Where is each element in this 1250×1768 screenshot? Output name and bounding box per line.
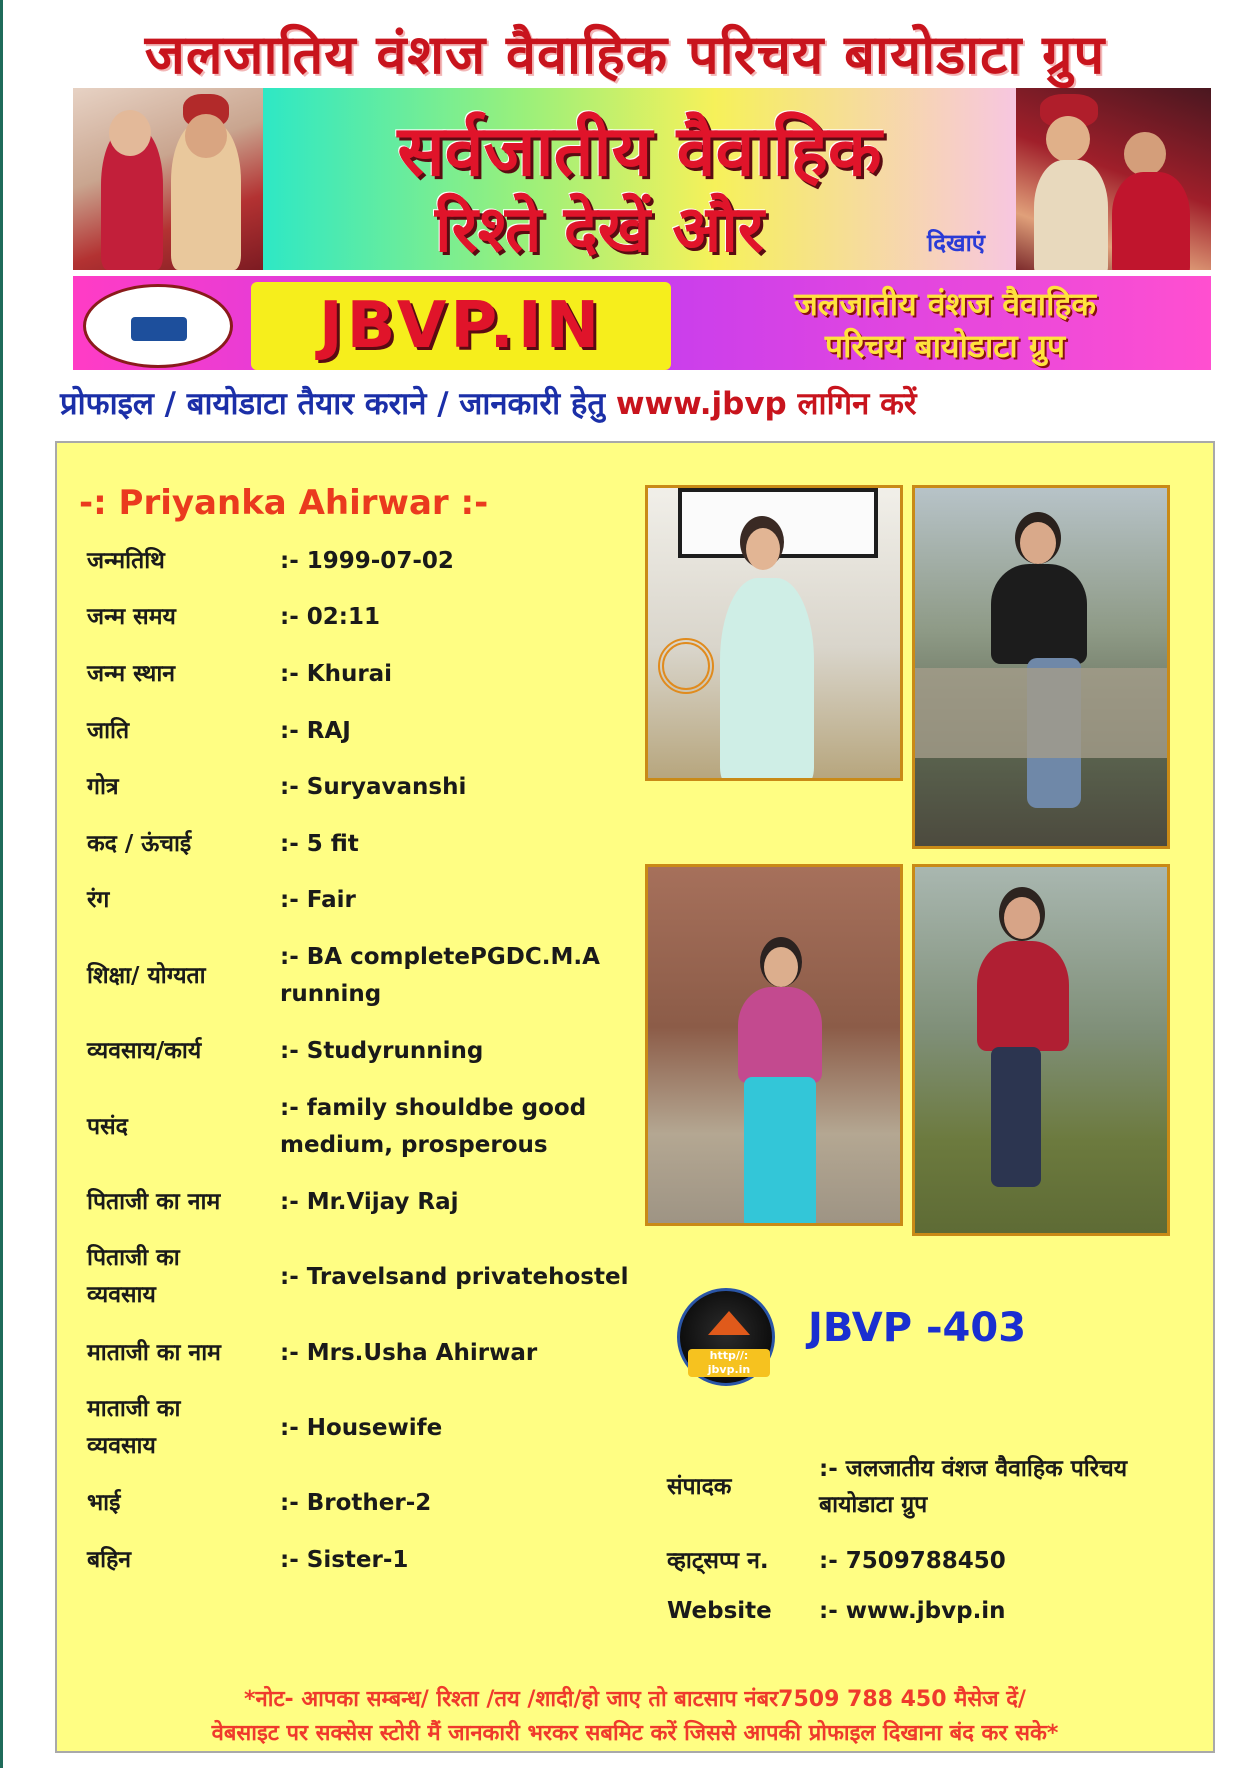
couple-photo-right [1016, 88, 1211, 278]
editor-value: :- 7509788450 [819, 1548, 1006, 1574]
detail-value: :- Sister-1 [280, 1547, 409, 1573]
biodata-card [55, 441, 1215, 1753]
profile-photo-3 [645, 864, 903, 1226]
profile-photo-4 [912, 864, 1170, 1236]
detail-label: माताजी का नाम [87, 1340, 221, 1366]
detail-label: रंग [87, 887, 110, 913]
header-banner [73, 88, 1211, 370]
detail-value: :- family shouldbe good medium, prosperous [280, 1095, 587, 1158]
detail-label: माताजी का व्यवसाय [87, 1396, 181, 1459]
detail-value: :- Khurai [280, 661, 393, 687]
banner-headline-2: रिश्ते देखें और [435, 192, 764, 267]
detail-label: व्यवसाय/कार्य [87, 1038, 202, 1064]
subheader-text: प्रोफाइल / बायोडाटा तैयार कराने / जानकारी हेतु [60, 386, 616, 422]
emblem-text: http//: jbvp.in [688, 1349, 770, 1377]
detail-value: :- BA completePGDC.M.A running [280, 944, 600, 1007]
footer-note-line-1: *नोट- आपका सम्बन्ध/ रिश्ता /तय /शादी/हो जाए तो बाटसाप नंबर7509 788 450 मैसेज दें/ [244, 1687, 1026, 1712]
profile-id: JBVP -403 [808, 1305, 1027, 1351]
brand-box [251, 282, 671, 370]
footer-note-line-2: वेबसाइट पर सक्सेस स्टोरी मैं जानकारी भरकर सबमिट करें जिससे आपकी प्रोफाइल दिखाना बंद कर सके* [211, 1721, 1059, 1746]
detail-value: :- 02:11 [280, 604, 380, 630]
editor-label: Website [667, 1598, 772, 1624]
group-logo [83, 284, 233, 368]
editor-value: :- www.jbvp.in [819, 1598, 1006, 1624]
profile-name: -: Priyanka Ahirwar :- [79, 483, 489, 523]
detail-value: :- Travelsand privatehostel [280, 1264, 629, 1290]
detail-label: जन्म समय [87, 604, 176, 630]
detail-label: बहिन [87, 1547, 132, 1573]
profile-photo-1 [645, 485, 903, 781]
brand-tagline-1: जलजातीय वंशज वैवाहिक [794, 285, 1096, 323]
brand-strip [73, 270, 1211, 370]
brand-tagline-2: परिचय बायोडाटा ग्रुप [824, 327, 1066, 365]
detail-label: कद / ऊंचाई [87, 831, 192, 857]
banner-headline-1: सर्वजातीय वैवाहिक [397, 109, 882, 192]
subheader [60, 378, 1210, 430]
detail-label: पसंद [87, 1114, 128, 1140]
editor-label: संपादक [667, 1474, 732, 1500]
detail-value: :- Mrs.Usha Ahirwar [280, 1340, 538, 1366]
detail-label: पिताजी का नाम [87, 1189, 221, 1215]
detail-label: भाई [87, 1490, 121, 1516]
house-icon [708, 1311, 750, 1335]
detail-value: :- 5 fit [280, 831, 359, 857]
banner-headline-area [263, 88, 1016, 270]
brand-name: JBVP.IN [318, 289, 604, 363]
detail-value: :- Housewife [280, 1415, 443, 1441]
detail-label: जन्मतिथि [87, 548, 165, 574]
detail-value: :- Suryavanshi [280, 774, 467, 800]
banner-headline-small: दिखाएं [927, 229, 986, 257]
left-edge-line [0, 0, 3, 1768]
editor-label: व्हाट्सप्प न. [667, 1548, 769, 1574]
detail-value: :- Mr.Vijay Raj [280, 1189, 459, 1215]
detail-value: :- Brother-2 [280, 1490, 432, 1516]
detail-label: शिक्षा/ योग्यता [87, 963, 206, 989]
profile-photo-2 [912, 485, 1170, 849]
subheader-site: www.jbvp लागिन करें [615, 386, 917, 422]
detail-value: :- Fair [280, 887, 356, 913]
detail-value: :- RAJ [280, 718, 351, 744]
website-emblem [677, 1288, 775, 1386]
detail-label: पिताजी का व्यवसाय [87, 1245, 180, 1308]
detail-label: गोत्र [87, 774, 119, 800]
footer-note [57, 1683, 1213, 1751]
page-title: जलजातिय वंशज वैवाहिक परिचय बायोडाटा ग्रुप [144, 23, 1106, 86]
editor-value: :- जलजातीय वंशज वैवाहिक परिचय बायोडाटा ग्रुप [819, 1456, 1128, 1518]
detail-label: जाति [87, 718, 130, 744]
detail-value: :- Studyrunning [280, 1038, 484, 1064]
detail-label: जन्म स्थान [87, 661, 176, 687]
detail-value: :- 1999-07-02 [280, 548, 454, 574]
